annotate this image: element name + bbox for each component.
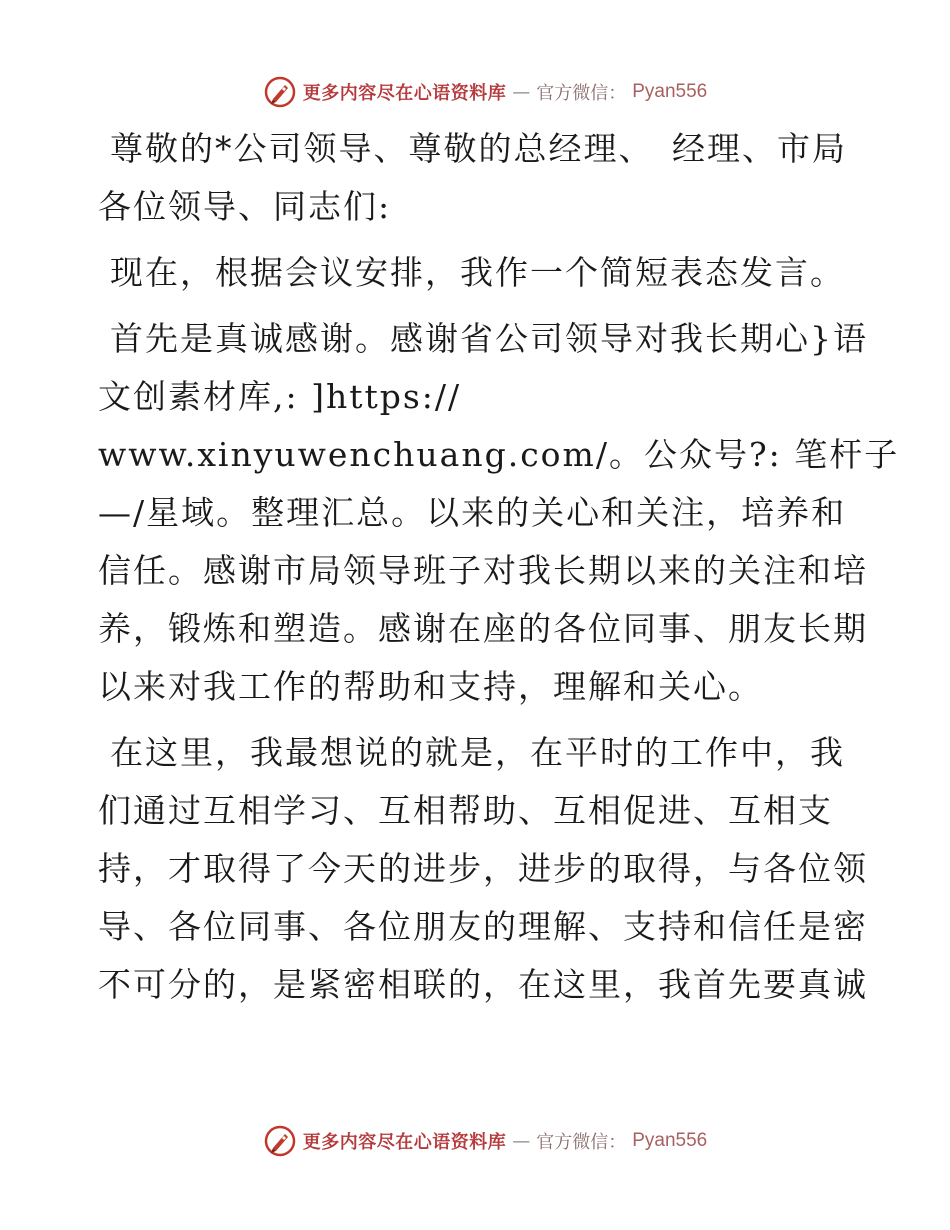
- paragraph: [98, 120, 858, 236]
- document-body: [98, 120, 900, 1022]
- text-line: 信任。感谢市局领导班子对我长期以来的关注和培: [98, 551, 868, 590]
- footer-banner: [0, 1119, 950, 1163]
- text-line: 以来对我工作的帮助和支持，理解和关心。: [98, 667, 763, 706]
- paragraph: [98, 244, 858, 302]
- banner-title: 更多内容尽在心语资料库: [302, 83, 507, 104]
- banner-wechat-label: 官方微信：: [536, 83, 627, 104]
- header-banner: [0, 70, 950, 114]
- text-line: 们通过互相学习、互相帮助、互相促进、互相支: [98, 791, 833, 830]
- paragraph: [98, 724, 868, 1014]
- text-line: 导、各位同事、各位朋友的理解、支持和信任是密: [98, 907, 868, 946]
- banner-wechat-label: 官方微信：: [536, 1132, 627, 1153]
- text-line: 在这里，我最想说的就是，在平时的工作中，我: [110, 733, 845, 772]
- pen-nib-logo-icon: [263, 1124, 297, 1158]
- pen-nib-logo-icon: [263, 75, 297, 109]
- text-line: 各位领导、同志们:: [98, 187, 392, 226]
- text-line: 持，才取得了今天的进步，进步的取得，与各位领: [98, 849, 868, 888]
- banner-dash: —: [512, 81, 531, 103]
- text-line: www.xinyuwenchuang.com/。公众号?: 笔杆子: [98, 435, 900, 474]
- banner-wechat-id: Pyan556: [632, 1130, 708, 1151]
- text-line: 尊敬的*公司领导、尊敬的总经理、 经理、市局: [110, 129, 847, 168]
- text-line: 首先是真诚感谢。感谢省公司领导对我长期心}语: [110, 319, 868, 358]
- text-line: 文创素材库,: ]https://: [98, 377, 462, 416]
- text-line: 不可分的，是紧密相联的，在这里，我首先要真诚: [98, 965, 868, 1004]
- paragraph: [98, 310, 900, 716]
- banner-title: 更多内容尽在心语资料库: [302, 1132, 507, 1153]
- banner-wechat-id: Pyan556: [632, 81, 708, 102]
- banner-dash: —: [512, 1130, 531, 1152]
- text-line: 现在，根据会议安排，我作一个简短表态发言。: [110, 253, 845, 292]
- text-line: —/星域。整理汇总。以来的关心和关注，培养和: [98, 493, 847, 532]
- text-line: 养，锻炼和塑造。感谢在座的各位同事、朋友长期: [98, 609, 868, 648]
